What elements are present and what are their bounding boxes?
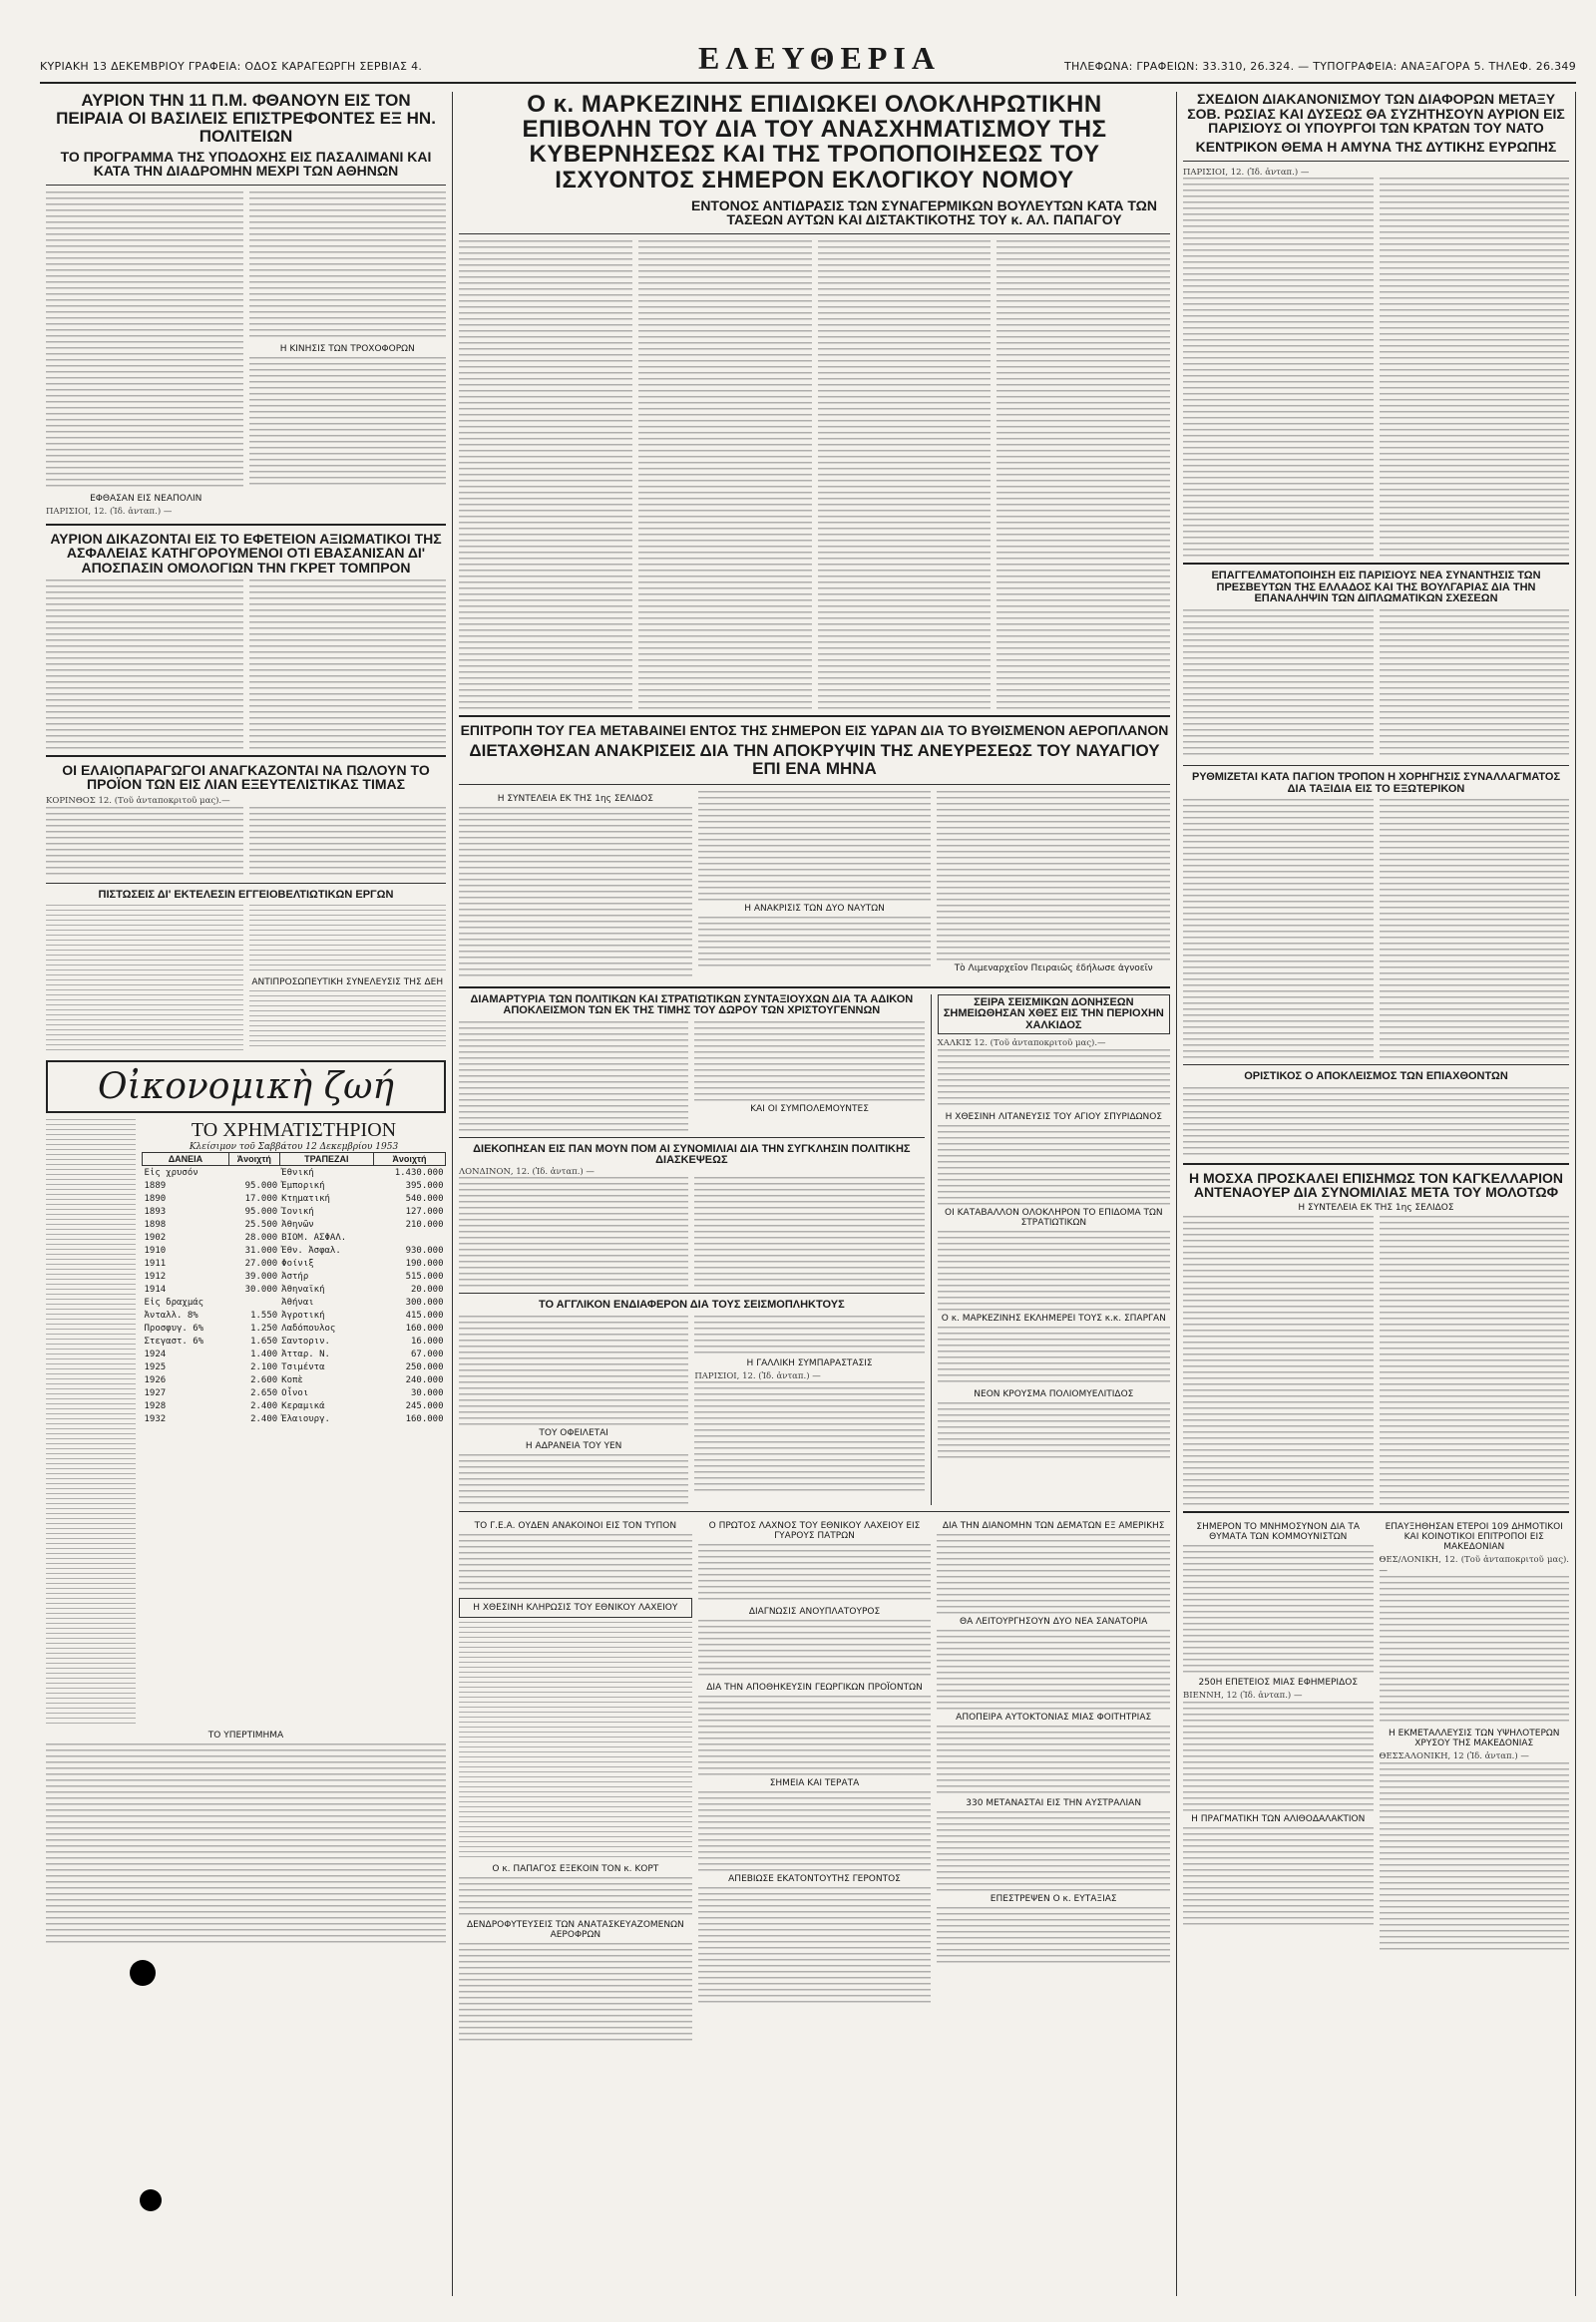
market-cell: Εἰς χρυσόν bbox=[144, 1167, 199, 1178]
section-heading: ΚΑΙ ΟΙ ΣΥΜΠΟΛΕΜΟΥΝΤΕΣ bbox=[750, 1103, 869, 1114]
headline-inquiries-ordered: ΔΙΕΤΑΧΘΗΣΑΝ ΑΝΑΚΡΙΣΕΙΣ ΔΙΑ ΤΗΝ ΑΠΟΚΡΥΨΙΝ ΤΗΣ ΑΝΕΥΡΕΣΕΩΣ ΤΟΥ ΝΑΥΑΓΙΟΥ ΕΠΙ ΕΝΑ ΜΗΝΑ bbox=[469, 740, 1160, 778]
market-cell: 1898 bbox=[144, 1219, 167, 1230]
market-cell: 190.000 bbox=[405, 1258, 444, 1269]
main-headline: Ο κ. ΜΑΡΚΕΖΙΝΗΣ ΕΠΙΔΙΩΚΕΙ ΟΛΟΚΛΗΡΩΤΙΚΗΝ ΕΠΙΒΟΛΗΝ ΤΟΥ ΔΙΑ ΤΟΥ ΑΝΑΣΧΗΜΑΤΙΣΜΟΥ ΤΗΣ ΚΥΒΕΡΝΗΣΕΩΣ ΚΑΙ ΤΗΣ ΤΡΟΠΟΠΟΙΗΣΕΩΣ ΤΟΥ ΙΣΧΥΟΝΤΟΣ ΣΗΜΕΡΟΝ ΕΚΛΟΓΙΚΟΥ ΝΟΜΟΥ bbox=[522, 92, 1107, 194]
subhead-reception-program: ΤΟ ΠΡΟΓΡΑΜΜΑ ΤΗΣ ΥΠΟΔΟΧΗΣ ΕΙΣ ΠΑΣΑΛΙΜΑΝΙ ΚΑΙ ΚΑΤΑ ΤΗΝ ΔΙΑΔΡΟΜΗΝ ΜΕΧΡΙ ΤΩΝ ΑΘΗΝΩΝ bbox=[60, 148, 432, 180]
headline-talks-interrupted: ΔΙΕΚΟΠΗΣΑΝ ΕΙΣ ΠΑΝ ΜΟΥΝ ΠΟΜ ΑΙ ΣΥΝΟΜΙΛΙΑΙ ΔΙΑ ΤΗΝ ΣΥΓΚΛΗΣΙΝ ΠΟΛΙΤΙΚΗΣ ΔΙΑΣΚΕΨΕΩΣ bbox=[473, 1142, 911, 1167]
headline-moscow-invites: Η ΜΟΣΧΑ ΠΡΟΣΚΑΛΕΙ ΕΠΙΣΗΜΩΣ ΤΟΝ ΚΑΓΚΕΛΛΑΡΙΟΝ ΑΝΤΕΝΑΟΥΕΡ ΔΙΑ ΣΥΝΟΜΙΛΙΑΣ ΜΕΤΑ ΤΟΥ ΜΟΛΟΤΩΦ bbox=[1188, 1169, 1564, 1201]
main-subheadline: ΕΝΤΟΝΟΣ ΑΝΤΙΔΡΑΣΙΣ ΤΩΝ ΣΥΝΑΓΕΡΜΙΚΩΝ ΒΟΥΛΕΥΤΩΝ ΚΑΤΑ ΤΩΝ ΤΑΣΕΩΝ ΑΥΤΩΝ ΚΑΙ ΔΙΣΤΑΚΤΙΚΟΤΗΣ ΤΟΥ κ. ΑΛ. ΠΑΠΑΓΟΥ bbox=[690, 196, 1157, 228]
article-body bbox=[698, 1696, 932, 1775]
article-body bbox=[1380, 799, 1570, 1058]
article-body bbox=[459, 1316, 688, 1425]
masthead bbox=[40, 40, 1576, 84]
market-row bbox=[143, 1360, 446, 1373]
market-cell: 31.000 bbox=[244, 1245, 278, 1256]
market-row bbox=[143, 1309, 446, 1322]
article-body bbox=[1183, 178, 1374, 557]
stock-exchange-title: ΤΟ ΧΡΗΜΑΤΙΣΤΗΡΙΟΝ bbox=[191, 1119, 397, 1142]
article-body bbox=[46, 580, 243, 749]
market-cell: 1928 bbox=[144, 1400, 167, 1411]
article-body bbox=[698, 1620, 932, 1680]
market-cell: 2.400 bbox=[250, 1413, 278, 1424]
market-cell: 2.400 bbox=[250, 1400, 278, 1411]
market-cell: Κεραμικά bbox=[281, 1400, 325, 1411]
stock-exchange-box bbox=[142, 1119, 446, 1728]
market-row bbox=[143, 1296, 446, 1309]
section-heading: Ο ΠΡΩΤΟΣ ΛΑΧΝΟΣ ΤΟΥ ΕΘΝΙΚΟΥ ΛΑΧΕΙΟΥ ΕΙΣ ΓΥΑΡΟΥΣ ΠΑΤΡΩΝ bbox=[708, 1520, 921, 1541]
article-body bbox=[938, 1049, 1170, 1109]
market-row bbox=[143, 1322, 446, 1335]
market-cell: Ἀνταλλ. 8% bbox=[144, 1310, 199, 1321]
market-cell: 245.000 bbox=[405, 1400, 444, 1411]
article-body bbox=[1183, 609, 1374, 759]
market-cell: 20.000 bbox=[410, 1284, 444, 1295]
article-body bbox=[1380, 609, 1570, 759]
market-cell: 1926 bbox=[144, 1374, 167, 1385]
market-row bbox=[143, 1348, 446, 1360]
market-cell: 16.000 bbox=[410, 1336, 444, 1347]
article-body bbox=[1380, 1762, 1570, 1952]
article-body bbox=[937, 791, 1170, 961]
subhead-defense: ΚΕΝΤΡΙΚΟΝ ΘΕΜΑ Η ΑΜΥΝΑ ΤΗΣ ΔΥΤΙΚΗΣ ΕΥΡΩΠΗΣ bbox=[1195, 139, 1557, 156]
market-cell: 95.000 bbox=[244, 1206, 278, 1217]
market-cell: 300.000 bbox=[405, 1297, 444, 1308]
section-heading: ΑΠΟΠΕΙΡΑ ΑΥΤΟΚΤΟΝΙΑΣ ΜΙΑΣ ΦΟΙΤΗΤΡΙΑΣ bbox=[956, 1712, 1152, 1723]
article-body bbox=[1183, 1827, 1374, 1927]
headline-credits: ΠΙΣΤΩΣΕΙΣ ΔΙ' ΕΚΤΕΛΕΣΙΝ ΕΓΓΕΙΟΒΕΛΤΙΩΤΙΚΩΝ ΕΡΓΩΝ bbox=[98, 888, 394, 901]
market-cell: 1.250 bbox=[250, 1323, 278, 1334]
market-cell: Ἀγροτική bbox=[281, 1310, 325, 1321]
market-cell: 1910 bbox=[144, 1245, 167, 1256]
market-cell: 210.000 bbox=[405, 1219, 444, 1230]
section-heading: Η ΑΝΑΚΡΙΣΙΣ ΤΩΝ ΔΥΟ ΝΑΥΤΩΝ bbox=[744, 903, 885, 914]
article-body bbox=[938, 1327, 1170, 1386]
market-row bbox=[143, 1257, 446, 1270]
headline-trial-officers: ΑΥΡΙΟΝ ΔΙΚΑΖΟΝΤΑΙ ΕΙΣ ΤΟ ΕΦΕΤΕΙΟΝ ΑΞΙΩΜΑΤΙΚΟΙ ΤΗΣ ΑΣΦΑΛΕΙΑΣ ΚΑΤΗΓΟΡΟΥΜΕΝΟΙ ΟΤΙ ΕΒΑΣΑΝΙΣΑΝ ΔΙ' ΑΠΟΣΠΑΣΙΝ ΟΜΟΛΟΓΙΩΝ ΤΗΝ ΓΚΡΕΤ ΤΟΜΠΡΟΝ bbox=[50, 530, 442, 576]
market-cell: Ἐμπορική bbox=[281, 1180, 325, 1191]
market-cell: 1.400 bbox=[250, 1349, 278, 1359]
section-heading: Η ΑΔΡΑΝΕΙΑ ΤΟΥ ΥΕΝ bbox=[525, 1440, 622, 1451]
market-cell: Σαντοριν. bbox=[281, 1336, 330, 1347]
left-column bbox=[40, 92, 453, 2296]
market-cell: Προσφυγ. 6% bbox=[144, 1323, 204, 1334]
section-heading: ΔΙΑ ΤΗΝ ΑΠΟΘΗΚΕΥΣΙΝ ΓΕΩΡΓΙΚΩΝ ΠΡΟΪΟΝΤΩΝ bbox=[706, 1682, 923, 1693]
market-cell: 160.000 bbox=[405, 1413, 444, 1424]
dateline: ΧΑΛΚΙΣ 12. (Τοῦ ἀνταποκριτοῦ μας).— bbox=[937, 1038, 1106, 1049]
article-body bbox=[938, 1125, 1170, 1205]
article-body bbox=[937, 1630, 1170, 1710]
dateline: ΛΟΝΔΙΝΟΝ, 12. (Ἰδ. ἀνταπ.) — bbox=[459, 1166, 595, 1177]
section-heading: ΔΙΑΓΝΩΣΙΣ ΑΝΟΥΠΛΑΤΟΥΡΟΣ bbox=[748, 1606, 881, 1617]
article-body bbox=[459, 1877, 692, 1917]
article-body bbox=[459, 807, 692, 976]
article-body bbox=[249, 905, 447, 974]
section-heading: 250Η ΕΠΕΤΕΙΟΣ ΜΙΑΣ ΕΦΗΜΕΡΙΔΟΣ bbox=[1198, 1678, 1359, 1689]
market-header: ΔΑΝΕΙΑ bbox=[143, 1153, 229, 1166]
market-cell: 160.000 bbox=[405, 1323, 444, 1334]
market-cell: Τσιμέντα bbox=[281, 1361, 325, 1372]
dateline: ΠΑΡΙΣΙΟΙ, 12. (Ἰδ. ἀνταπ.) — bbox=[694, 1370, 821, 1381]
market-cell: 127.000 bbox=[405, 1206, 444, 1217]
article-body bbox=[938, 1231, 1170, 1311]
market-row bbox=[143, 1412, 446, 1425]
center-column bbox=[453, 92, 1177, 2296]
market-cell: 930.000 bbox=[405, 1245, 444, 1256]
dateline: ΠΑΡΙΣΙΟΙ, 12. (Ἰδ. ἀνταπ.) — bbox=[46, 506, 173, 517]
section-heading: Η ΧΘΕΣΙΝΗ ΛΙΤΑΝΕΥΣΙΣ ΤΟΥ ΑΓΙΟΥ ΣΠΥΡΙΔΩΝΟΣ bbox=[945, 1111, 1162, 1122]
market-cell: 1925 bbox=[144, 1361, 167, 1372]
section-heading: ΝΕΟΝ ΚΡΟΥΣΜΑ ΠΟΛΙΟΜΥΕΛΙΤΙΔΟΣ bbox=[974, 1388, 1134, 1399]
market-row bbox=[143, 1166, 446, 1180]
article-body bbox=[46, 807, 243, 877]
market-row bbox=[143, 1192, 446, 1205]
article-body bbox=[46, 905, 243, 1054]
article-body bbox=[997, 240, 1170, 709]
market-cell: 1.430.000 bbox=[394, 1167, 444, 1178]
section-heading: ΤΟ Γ.Ε.Α. ΟΥΔΕΝ ΑΝΑΚΟΙΝΟΙ ΕΙΣ ΤΟΝ ΤΥΠΟΝ bbox=[474, 1520, 677, 1531]
market-cell: Κτηματική bbox=[281, 1193, 330, 1204]
market-cell: 17.000 bbox=[244, 1193, 278, 1204]
market-cell bbox=[228, 1166, 279, 1180]
market-row bbox=[143, 1218, 446, 1231]
section-heading: ΔΕΝΔΡΟΦΥΤΕΥΣΕΙΣ ΤΩΝ ΑΝΑΤΑΣΚΕΥΑΖΟΜΕΝΩΝ ΑΕΡΟΦΡΩΝ bbox=[466, 1919, 684, 1940]
dateline: ΘΕΣΣΑΛΟΝΙΚΗ, 12 (Ἰδ. ἀνταπ.) — bbox=[1379, 1751, 1529, 1762]
dateline: ΠΑΡΙΣΙΟΙ, 12. (Ἰδ. ἀνταπ.) — bbox=[1183, 167, 1310, 178]
article-body bbox=[1183, 799, 1374, 1058]
article-body bbox=[46, 192, 243, 491]
market-row bbox=[143, 1179, 446, 1192]
market-header: ΤΡΑΠΕΖΑΙ bbox=[279, 1153, 373, 1166]
market-cell: 1911 bbox=[144, 1258, 167, 1269]
section-heading: 330 ΜΕΤΑΝΑΣΤΑΙ ΕΙΣ ΤΗΝ ΑΥΣΤΡΑΛΙΑΝ bbox=[966, 1797, 1142, 1808]
headline-seismic: ΣΕΙΡΑ ΣΕΙΣΜΙΚΩΝ ΔΟΝΗΣΕΩΝ ΣΗΜΕΙΩΘΗΣΑΝ ΧΘΕΣ ΕΙΣ ΤΗΝ ΠΕΡΙΟΧΗΝ ΧΑΛΚΙΔΟΣ bbox=[938, 994, 1170, 1035]
section-heading: Η ΧΘΕΣΙΝΗ ΚΛΗΡΩΣΙΣ ΤΟΥ ΕΘΝΙΚΟΥ ΛΑΧΕΙΟΥ bbox=[459, 1598, 692, 1618]
headline-greece-bulgaria: ΕΠΑΓΓΕΛΜΑΤΟΠΟΙΗΣΗ ΕΙΣ ΠΑΡΙΣΙΟΥΣ ΝΕΑ ΣΥΝΑΝΤΗΣΙΣ ΤΩΝ ΠΡΕΣΒΕΥΤΩΝ ΤΗΣ ΕΛΛΑΔΟΣ ΚΑΙ ΤΗΣ ΒΟΥΛΓΑΡΙΑΣ ΔΙΑ ΤΗΝ ΕΠΑΝΑΛΗΨΙΝ ΤΩΝ ΔΙΠΛΩΜΑΤΙΚΩΝ ΣΧΕΣΕΩΝ bbox=[1211, 570, 1541, 605]
article-body bbox=[1380, 1216, 1570, 1505]
headline-olive-producers: ΟΙ ΕΛΑΙΟΠΑΡΑΓΩΓΟΙ ΑΝΑΓΚΑΖΟΝΤΑΙ ΝΑ ΠΩΛΟΥΝ ΤΟ ΠΡΟΪΟΝ ΤΩΝ ΕΙΣ ΛΙΑΝ ΕΞΕΥΤΕΛΙΣΤΙΚΑΣ ΤΙΜΑΣ bbox=[62, 761, 430, 793]
article-body bbox=[249, 807, 447, 877]
section-heading: Η ΣΥΝΤΕΛΕΙΑ ΕΚ ΤΗΣ 1ης ΣΕΛΙΔΟΣ bbox=[1298, 1203, 1454, 1214]
dateline: ΘΕΣ/ΛΟΝΙΚΗ, 12. (Τοῦ ἀνταποκριτοῦ μας).— bbox=[1379, 1555, 1569, 1576]
market-cell: 1.550 bbox=[250, 1310, 278, 1321]
article-body bbox=[937, 1907, 1170, 1967]
article-body bbox=[249, 580, 447, 749]
article-body bbox=[818, 240, 992, 709]
market-cell: ΒΙΟΜ. ΑΣΦΑΛ. bbox=[281, 1232, 347, 1243]
market-cell: Ἀστήρ bbox=[281, 1271, 309, 1282]
headline-british-interest: ΤΟ ΑΓΓΛΙΚΟΝ ΕΝΔΙΑΦΕΡΟΝ ΔΙΑ ΤΟΥΣ ΣΕΙΣΜΟΠΛΗΚΤΟΥΣ bbox=[538, 1299, 845, 1312]
article-body bbox=[459, 1454, 688, 1504]
headline-exclusion: ΟΡΙΣΤΙΚΟΣ Ο ΑΠΟΚΛΕΙΣΜΟΣ ΤΩΝ ΕΠΙΑΧΘΟΝΤΩΝ bbox=[1244, 1070, 1508, 1083]
headline-pensioners: ΔΙΑΜΑΡΤΥΡΙΑ ΤΩΝ ΠΟΛΙΤΙΚΩΝ ΚΑΙ ΣΤΡΑΤΙΩΤΙΚΩΝ ΣΥΝΤΑΞΙΟΥΧΩΝ ΔΙΑ ΤΑ ΑΔΙΚΟΝ ΑΠΟΚΛΕΙΣΜΟΝ ΤΩΝ ΕΚ ΤΗΣ ΤΙΜΗΣ ΤΟΥ ΔΩΡΟΥ ΤΩΝ ΧΡΙΣΤΟΥΓΕΝΝΩΝ bbox=[470, 992, 914, 1017]
article-body bbox=[937, 1811, 1170, 1891]
dateline: ΒΙΕΝΝΗ, 12 (Ἰδ. ἀνταπ.) — bbox=[1183, 1691, 1303, 1702]
article-body bbox=[694, 1381, 924, 1491]
market-row bbox=[143, 1335, 446, 1348]
article-body bbox=[698, 1887, 932, 2007]
market-cell: Ἀθήναι bbox=[281, 1297, 314, 1308]
market-cell: 395.000 bbox=[405, 1180, 444, 1191]
market-cell: Ἰονική bbox=[281, 1206, 314, 1217]
section-heading: ΤΟΥ ΟΦΕΙΛΕΤΑΙ bbox=[539, 1427, 608, 1438]
market-cell: 240.000 bbox=[405, 1374, 444, 1385]
market-cell: 1924 bbox=[144, 1349, 167, 1359]
masthead-phones: ΤΗΛΕΦΩΝΑ: ΓΡΑΦΕΙΩΝ: 33.310, 26.324. — ΤΥΠΟΓΡΑΦΕΙΑ: ΑΝΑΞΑΓΟΡΑ 5. ΤΗΛΕΦ. 26.349 bbox=[1063, 60, 1576, 73]
article-body bbox=[694, 1177, 924, 1287]
section-heading: Η ΠΡΑΓΜΑΤΙΚΗ ΤΩΝ ΑΛΙΘΟΔΑΛΑΚΤΙΟΝ bbox=[1191, 1813, 1366, 1824]
right-column bbox=[1177, 92, 1576, 2296]
article-body bbox=[1183, 1087, 1569, 1157]
market-cell: Ἐθνική bbox=[281, 1167, 314, 1178]
section-heading: Ο κ. ΜΑΡΚΕΖΙΝΗΣ ΕΚΛΗΜΕΡΕΙ ΤΟΥΣ κ.κ. ΣΠΑΡΓΑΝ bbox=[941, 1313, 1166, 1324]
market-cell: 28.000 bbox=[244, 1232, 278, 1243]
market-cell: Φοίνιξ bbox=[281, 1258, 314, 1269]
article-body bbox=[694, 1316, 924, 1355]
section-heading: ΣΗΜΕΡΟΝ ΤΟ ΜΝΗΜΟΣΥΝΟΝ ΔΙΑ ΤΑ ΘΥΜΑΤΑ ΤΩΝ ΚΟΜΜΟΥΝΙΣΤΩΝ bbox=[1196, 1522, 1361, 1543]
market-cell: Εἰς δραχμάς bbox=[144, 1297, 204, 1308]
article-body bbox=[1183, 1545, 1374, 1675]
section-heading: ΑΠΕΒΙΩΣΕ ΕΚΑΤΟΝΤΟΥΤΗΣ ΓΕΡΟΝΤΟΣ bbox=[728, 1873, 901, 1884]
article-body bbox=[1380, 178, 1570, 557]
market-cell: 1927 bbox=[144, 1387, 167, 1398]
article-body bbox=[249, 990, 447, 1050]
article-body bbox=[46, 1743, 446, 1943]
article-body bbox=[249, 192, 447, 341]
article-body bbox=[698, 1791, 932, 1871]
article-body bbox=[694, 1021, 924, 1101]
section-heading: ΘΑ ΛΕΙΤΟΥΡΓΗΣΟΥΝ ΔΥΟ ΝΕΑ ΣΑΝΑΤΟΡΙΑ bbox=[960, 1616, 1148, 1627]
headline-kings-return: ΑΥΡΙΟΝ ΤΗΝ 11 Π.Μ. ΦΘΑΝΟΥΝ ΕΙΣ ΤΟΝ ΠΕΙΡΑΙΑ ΟΙ ΒΑΣΙΛΕΙΣ ΕΠΙΣΤΡΕΦΟΝΤΕΣ ΕΞ ΗΝ. ΠΟΛΙΤΕΙΩΝ bbox=[56, 92, 436, 146]
market-cell: 27.000 bbox=[244, 1258, 278, 1269]
section-heading: ΤΟ ΥΠΕΡΤΙΜΗΜΑ bbox=[207, 1731, 284, 1742]
article-body bbox=[459, 1534, 692, 1594]
market-cell: Λαδόπουλος bbox=[281, 1323, 336, 1334]
ink-blot bbox=[130, 1960, 156, 1986]
market-header: Ἀνοιχτή bbox=[373, 1153, 445, 1166]
headline-nato-ministers: ΣΧΕΔΙΟΝ ΔΙΑΚΑΝΟΝΙΣΜΟΥ ΤΩΝ ΔΙΑΦΟΡΩΝ ΜΕΤΑΞΥ ΣΟΒ. ΡΩΣΙΑΣ ΚΑΙ ΔΥΣΕΩΣ ΘΑ ΣΥΖΗΤΗΣΟΥΝ ΑΥΡΙΟΝ ΕΙΣ ΠΑΡΙΣΙΟΥΣ ΟΙ ΥΠΟΥΡΓΟΙ ΤΩΝ ΚΡΑΤΩΝ ΤΟΥ ΝΑΤΟ bbox=[1187, 92, 1565, 137]
article-body bbox=[938, 1402, 1170, 1462]
market-row bbox=[143, 1283, 446, 1296]
article-body bbox=[1380, 1576, 1570, 1726]
market-cell: 1914 bbox=[144, 1284, 167, 1295]
market-cell: 540.000 bbox=[405, 1193, 444, 1204]
market-row bbox=[143, 1205, 446, 1218]
article-body bbox=[698, 1544, 932, 1604]
section-heading: ΑΝΤΙΠΡΟΣΩΠΕΥΤΙΚΗ ΣΥΝΕΛΕΥΣΙΣ ΤΗΣ ΔΕΗ bbox=[251, 977, 444, 988]
market-cell: Κοπὲ bbox=[281, 1374, 303, 1385]
market-cell: Ἀτταρ. Ν. bbox=[281, 1349, 330, 1359]
market-cell: 2.600 bbox=[250, 1374, 278, 1385]
market-cell: 1932 bbox=[144, 1413, 167, 1424]
article-body bbox=[459, 1943, 692, 2043]
market-cell: 1893 bbox=[144, 1206, 167, 1217]
market-cell: Ἀθηναϊκή bbox=[281, 1284, 325, 1295]
section-heading: ΕΦΘΑΣΑΝ ΕΙΣ ΝΕΑΠΟΛΙΝ bbox=[90, 493, 202, 504]
market-cell: Ἐλαιουργ. bbox=[281, 1413, 330, 1424]
market-row bbox=[143, 1399, 446, 1412]
section-heading: Τὸ Λιμεναρχεῖον Πειραιῶς ἐδήλωσε ἀγνοεῖν bbox=[954, 963, 1153, 973]
market-cell: 515.000 bbox=[405, 1271, 444, 1282]
article-body bbox=[459, 240, 632, 709]
market-cell: 25.500 bbox=[244, 1219, 278, 1230]
market-cell bbox=[373, 1231, 445, 1244]
section-heading: ΣΗΜΕΙΑ ΚΑΙ ΤΕΡΑΤΑ bbox=[769, 1777, 860, 1788]
section-heading: ΟΙ ΚΑΤΑΒΑΛΛΟΝ ΟΛΟΚΛΗΡΟΝ ΤΟ ΕΠΙΔΟΜΑ ΤΩΝ ΣΤΡΑΤΙΩΤΙΚΩΝ bbox=[945, 1207, 1163, 1228]
market-cell: 39.000 bbox=[244, 1271, 278, 1282]
market-cell: 30.000 bbox=[244, 1284, 278, 1295]
article-body bbox=[698, 791, 932, 901]
market-row bbox=[143, 1270, 446, 1283]
market-row bbox=[143, 1386, 446, 1399]
article-body bbox=[459, 1177, 688, 1287]
article-body bbox=[937, 1726, 1170, 1795]
market-cell: 30.000 bbox=[410, 1387, 444, 1398]
headline-foreign-exchange: ΡΥΘΜΙΖΕΤΑΙ ΚΑΤΑ ΠΑΓΙΟΝ ΤΡΟΠΟΝ Η ΧΟΡΗΓΗΣΙΣ ΣΥΝΑΛΛΑΓΜΑΤΟΣ ΔΙΑ ΤΑΞΙΔΙΑ ΕΙΣ ΤΟ ΕΞΩΤΕΡΙΚΟΝ bbox=[1191, 771, 1561, 795]
headline-gea-committee: ΕΠΙΤΡΟΠΗ ΤΟΥ ΓΕΑ ΜΕΤΑΒΑΙΝΕΙ ΕΝΤΟΣ ΤΗΣ ΣΗΜΕΡΟΝ ΕΙΣ ΥΔΡΑΝ ΔΙΑ ΤΟ ΒΥΘΙΣΜΕΝΟΝ ΑΕΡΟΠΛΑΝΟΝ bbox=[460, 722, 1169, 739]
article-body bbox=[459, 1021, 688, 1131]
article-body bbox=[1183, 1216, 1374, 1505]
market-cell: Οἶνοι bbox=[281, 1387, 309, 1398]
market-cell: 1889 bbox=[144, 1180, 167, 1191]
market-header: Ἀνοιχτή bbox=[228, 1153, 279, 1166]
market-cell: 2.650 bbox=[250, 1387, 278, 1398]
market-row bbox=[143, 1231, 446, 1244]
market-row bbox=[143, 1244, 446, 1257]
market-cell: 1902 bbox=[144, 1232, 167, 1243]
market-cell: 1890 bbox=[144, 1193, 167, 1204]
economic-life-banner: Οἰκονομικὴ ζωή bbox=[46, 1060, 446, 1113]
article-body bbox=[1183, 1702, 1374, 1811]
section-heading: Ο κ. ΠΑΠΑΓΟΣ ΕΞΕΚΟΙΝ ΤΟΝ κ. ΚΟΡΤ bbox=[492, 1863, 659, 1874]
stock-exchange-table bbox=[142, 1152, 446, 1425]
dateline: ΚΟΡΙΝΘΟΣ 12. (Τοῦ ἀνταποκριτοῦ μας).— bbox=[46, 795, 230, 806]
section-heading: ΕΠΑΥΞΗΘΗΣΑΝ ΕΤΕΡΟΙ 109 ΔΗΜΟΤΙΚΟΙ ΚΑΙ ΚΟΙΝΟΤΙΚΟΙ ΕΠΙΤΡΟΠΟΙ ΕΙΣ ΜΑΚΕΔΟΝΙΑΝ bbox=[1385, 1522, 1563, 1553]
article-body bbox=[698, 917, 932, 967]
section-heading: ΕΠΕΣΤΡΕΨΕΝ Ο κ. ΕΥΤΑΞΙΑΣ bbox=[990, 1893, 1117, 1904]
masthead-date-address: ΚΥΡΙΑΚΗ 13 ΔΕΚΕΜΒΡΙΟΥ ΓΡΑΦΕΙΑ: ΟΔΟΣ ΚΑΡΑΓΕΩΡΓΗ ΣΕΡΒΙΑΣ 4. bbox=[40, 60, 423, 73]
article-body bbox=[46, 1119, 136, 1728]
newspaper-title: ΕΛΕΥΘΕΡΙΑ bbox=[698, 40, 941, 76]
market-cell: Στεγαστ. 6% bbox=[144, 1336, 204, 1347]
market-cell: 67.000 bbox=[410, 1349, 444, 1359]
market-cell: 95.000 bbox=[244, 1180, 278, 1191]
section-heading: Η ΕΚΜΕΤΑΛΛΕΥΣΙΣ ΤΩΝ ΥΨΗΛΟΤΕΡΩΝ ΧΡΥΣΟΥ ΤΗΣ ΜΑΚΕΔΟΝΙΑΣ bbox=[1389, 1729, 1560, 1749]
section-heading: Η ΣΥΝΤΕΛΕΙΑ ΕΚ ΤΗΣ 1ης ΣΕΛΙΔΟΣ bbox=[497, 793, 653, 804]
stock-exchange-date: Κλείσιμον τοῦ Σαββάτου 12 Δεκεμβρίου 1953 bbox=[189, 1142, 399, 1153]
lottery-results bbox=[459, 1622, 692, 1861]
market-cell: 1912 bbox=[144, 1271, 167, 1282]
market-cell bbox=[228, 1296, 279, 1309]
market-row bbox=[143, 1373, 446, 1386]
section-heading: Η ΓΑΛΛΙΚΗ ΣΥΜΠΑΡΑΣΤΑΣΙΣ bbox=[746, 1357, 873, 1368]
market-cell: Ἐθν. Ἀσφαλ. bbox=[281, 1245, 341, 1256]
ink-blot bbox=[140, 2189, 162, 2211]
article-body bbox=[638, 240, 812, 709]
section-heading: Η ΚΙΝΗΣΙΣ ΤΩΝ ΤΡΟΧΟΦΟΡΩΝ bbox=[279, 343, 415, 354]
market-cell: 415.000 bbox=[405, 1310, 444, 1321]
article-body bbox=[937, 1534, 1170, 1614]
market-cell: 1.650 bbox=[250, 1336, 278, 1347]
market-cell: Ἀθηνῶν bbox=[281, 1219, 314, 1230]
section-heading: ΔΙΑ ΤΗΝ ΔΙΑΝΟΜΗΝ ΤΩΝ ΔΕΜΑΤΩΝ ΕΞ ΑΜΕΡΙΚΗΣ bbox=[942, 1520, 1165, 1531]
market-cell: 2.100 bbox=[250, 1361, 278, 1372]
article-body bbox=[249, 357, 447, 487]
market-cell: 250.000 bbox=[405, 1361, 444, 1372]
